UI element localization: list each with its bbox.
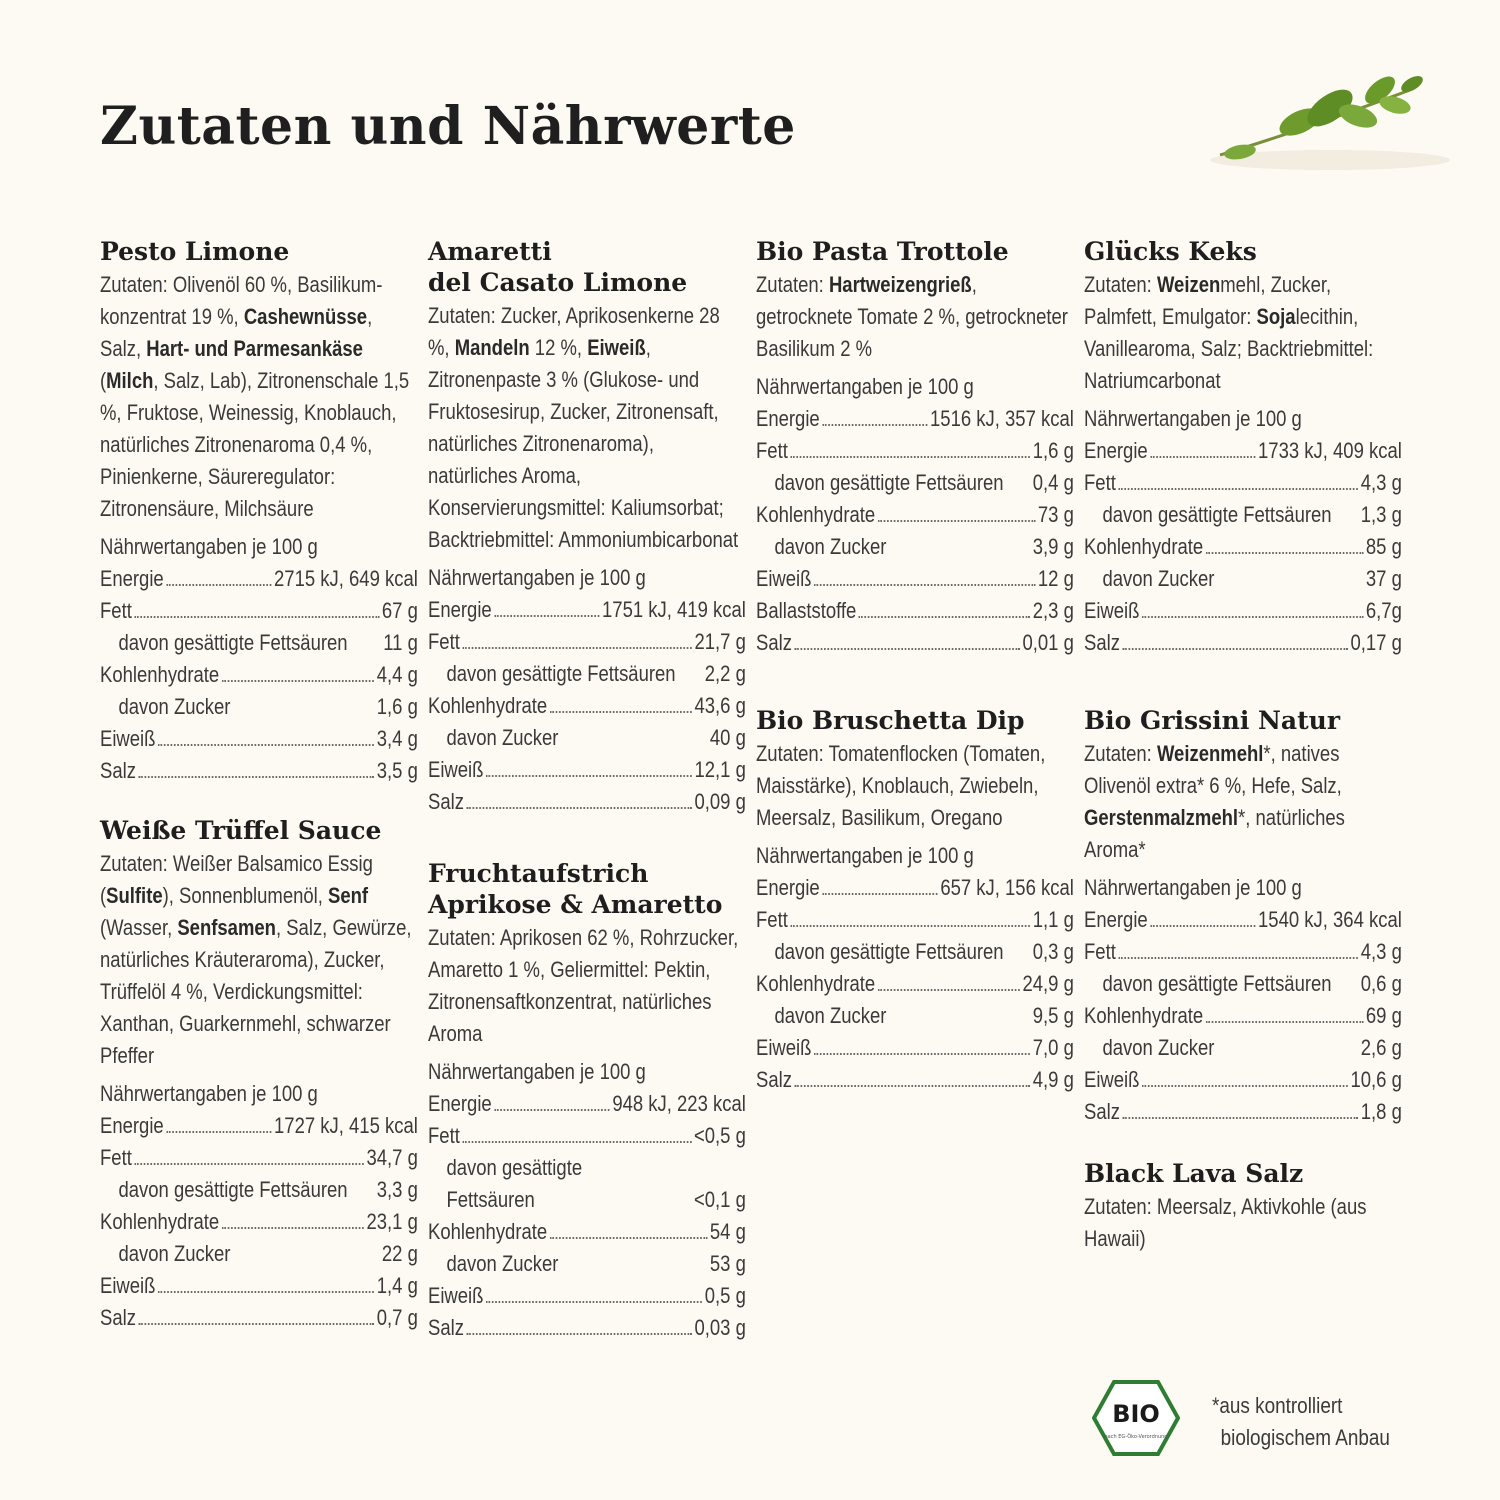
nutrient-value: 1,1 g: [1032, 907, 1074, 932]
footnote-line-2: biologischem Anbau: [1220, 1425, 1390, 1450]
nutrient-label: Energie: [100, 566, 164, 591]
nutrient-label: Eiweiß: [100, 726, 156, 751]
nutrient-value: 11 g: [383, 630, 418, 655]
nutrient-label: davon Zucker: [1102, 566, 1215, 591]
nutrient-value: 0,4 g: [1032, 470, 1074, 495]
nutrient-label: Salz: [756, 1067, 792, 1092]
nutrition-row: [756, 872, 1074, 904]
nutrient-label: davon gesättigte Fettsäuren: [118, 630, 348, 655]
nutrient-label: Eiweiß: [428, 757, 484, 782]
dot-leader: [138, 1323, 374, 1325]
nutrition-row: [1084, 1064, 1402, 1096]
nutrient-value: 2,2 g: [704, 661, 746, 686]
column-2: [428, 236, 746, 1372]
nutrition-row: [756, 627, 1074, 659]
dot-leader: [794, 1085, 1030, 1087]
nutrient-value: 3,3 g: [376, 1177, 418, 1202]
nutrition-row: [428, 1120, 746, 1152]
product-text: [428, 300, 746, 818]
nutrient-label: Fett: [428, 1123, 460, 1148]
nutrition-row: [1084, 531, 1402, 563]
nutrient-label: Energie: [1084, 907, 1148, 932]
nutrient-value: 4,9 g: [1032, 1067, 1074, 1092]
dot-leader: [166, 584, 271, 586]
nutrition-row: [428, 658, 746, 690]
product-block: [1084, 1158, 1402, 1255]
nutrient-label: Kohlenhydrate: [756, 502, 876, 527]
nutrition-row: [100, 595, 418, 627]
dot-leader: [158, 1291, 374, 1293]
dot-leader: [494, 1109, 610, 1111]
ingredients-text: Zutaten: Weizenmehl, Zucker, Palmfett, Emulgator: Sojalecithin, Vanillearoma, Salz; Backtriebmittel: Natriumcarbonat: [1084, 272, 1374, 393]
nutrient-value: 43,6 g: [694, 693, 746, 718]
nutrient-label: Fett: [1084, 470, 1116, 495]
dot-leader: [790, 925, 1030, 927]
product-block: [756, 705, 1074, 1096]
bio-logo-subtext: nach EG-Öko-Verordnung: [1104, 1434, 1168, 1440]
product-name: Weiße Trüffel Sauce: [100, 816, 382, 845]
nutrient-value: 3,9 g: [1032, 534, 1074, 559]
nutrition-heading: Nährwertangaben je 100 g: [756, 374, 974, 399]
nutrition-row: [756, 936, 1074, 968]
nutrient-label: Eiweiß: [756, 1035, 812, 1060]
nutrient-value: 0,5 g: [704, 1283, 746, 1308]
nutrition-row: [100, 1174, 418, 1206]
nutrient-value: 0,17 g: [1350, 630, 1402, 655]
nutrient-value: 12 g: [1037, 566, 1074, 591]
nutrient-label: Salz: [100, 758, 136, 783]
nutrient-value: 12,1 g: [694, 757, 746, 782]
nutrition-row: [756, 499, 1074, 531]
nutrient-value: 7,0 g: [1032, 1035, 1074, 1060]
nutrient-value: 67 g: [381, 598, 418, 623]
nutrient-label: Fett: [100, 598, 132, 623]
nutrition-row: [100, 691, 418, 723]
nutrient-label: Kohlenhydrate: [428, 693, 548, 718]
dot-leader: [138, 776, 374, 778]
nutrient-value: 1,6 g: [1032, 438, 1074, 463]
product-block: [428, 236, 746, 818]
nutrient-value: 1516 kJ, 357 kcal: [930, 406, 1074, 431]
nutrition-row: [1084, 936, 1402, 968]
nutrient-value: 0,7 g: [376, 1305, 418, 1330]
dot-leader: [550, 1237, 708, 1239]
nutrient-label: Salz: [100, 1305, 136, 1330]
dot-leader: [1150, 925, 1255, 927]
nutrient-value: 1733 kJ, 409 kcal: [1258, 438, 1402, 463]
ingredients-text: Zutaten: Hartweizengrieß, getrocknete Tomate 2 %, getrockneter Basilikum 2 %: [756, 272, 1068, 361]
nutrition-row: [756, 595, 1074, 627]
nutrient-value: 1751 kJ, 419 kcal: [602, 597, 746, 622]
nutrient-value: 34,7 g: [366, 1145, 418, 1170]
nutrition-heading: Nährwertangaben je 100 g: [428, 565, 646, 590]
nutrition-row: [1084, 595, 1402, 627]
product-name: Bio Grissini Natur: [1084, 706, 1340, 735]
product-name: Black Lava Salz: [1084, 1159, 1304, 1188]
nutrient-label: davon Zucker: [118, 1241, 231, 1266]
nutrient-label: Kohlenhydrate: [100, 662, 220, 687]
nutrient-value: 21,7 g: [694, 629, 746, 654]
product-text: [1084, 738, 1402, 1128]
nutrient-value: 3,5 g: [376, 758, 418, 783]
dot-leader: [1118, 957, 1358, 959]
nutrient-value: 6,7g: [1365, 598, 1402, 623]
ingredients-text: Zutaten: Olivenöl 60 %, Basilikum-konzentrat 19 %, Cashewnüsse, Salz, Hart- und Parmesankäse (Milch, Salz, Lab), Zitronenschale 1,5 %, Fruktose, Weinessig, Knoblauch, natürliches Zitronenaroma 0,4 %, Pinienkerne, Säureregulator: Zitronensäure, Milchsäure: [100, 272, 410, 521]
nutrition-row: [100, 723, 418, 755]
nutrition-row: [100, 755, 418, 787]
ingredients-text: Zutaten: Weißer Balsamico Essig (Sulfite), Sonnenblumenöl, Senf (Wasser, Senfsamen, Salz, Gewürze, natürliches Kräuteraroma), Zucker, Trüffelöl 4 %, Verdickungsmittel: Xanthan, Guarkernmehl, schwarzer Pfeffer: [100, 851, 412, 1068]
bio-logo: [1092, 1380, 1180, 1456]
nutrition-row: [756, 467, 1074, 499]
dot-leader: [462, 1141, 691, 1143]
nutrition-row: [1084, 1096, 1402, 1128]
nutrient-value: 948 kJ, 223 kcal: [612, 1091, 746, 1116]
nutrition-row: [756, 904, 1074, 936]
nutrient-label: Fettsäuren: [446, 1187, 535, 1212]
nutrient-value: 85 g: [1365, 534, 1402, 559]
dot-leader: [222, 680, 375, 682]
nutrient-value: 1727 kJ, 415 kcal: [274, 1113, 418, 1138]
nutrition-row: [1084, 467, 1402, 499]
nutrition-row: [756, 968, 1074, 1000]
product-name: Bio Pasta Trottole: [756, 237, 1009, 266]
dot-leader: [1118, 488, 1358, 490]
nutrient-value: 3,4 g: [376, 726, 418, 751]
nutrition-row: [428, 1088, 746, 1120]
dot-leader: [1122, 1117, 1358, 1119]
nutrition-row: [1084, 499, 1402, 531]
nutrient-label: Energie: [1084, 438, 1148, 463]
nutrient-label: davon gesättigte Fettsäuren: [1102, 502, 1332, 527]
nutrient-label: davon Zucker: [446, 1251, 559, 1276]
nutrient-value: 0,09 g: [694, 789, 746, 814]
nutrient-value: 2715 kJ, 649 kcal: [274, 566, 418, 591]
nutrient-label: Salz: [756, 630, 792, 655]
nutrition-row: [100, 1270, 418, 1302]
nutrient-value: 10,6 g: [1350, 1067, 1402, 1092]
nutrient-value: 0,03 g: [694, 1315, 746, 1340]
dot-leader: [494, 615, 599, 617]
nutrition-row: [1084, 435, 1402, 467]
nutrition-row: [1084, 904, 1402, 936]
dot-leader: [550, 711, 692, 713]
nutrition-row: [100, 1238, 418, 1270]
nutrition-row: [100, 627, 418, 659]
nutrient-label: Fett: [756, 438, 788, 463]
dot-leader: [462, 647, 692, 649]
nutrient-label: Kohlenhydrate: [1084, 1003, 1204, 1028]
nutrition-row: [428, 626, 746, 658]
dot-leader: [822, 893, 938, 895]
nutrition-heading: Nährwertangaben je 100 g: [1084, 875, 1302, 900]
nutrient-label: Energie: [756, 406, 820, 431]
nutrient-label: davon gesättigte Fettsäuren: [774, 939, 1004, 964]
nutrient-value: 1,8 g: [1360, 1099, 1402, 1124]
nutrition-row: [756, 1032, 1074, 1064]
nutrient-label: davon Zucker: [118, 694, 231, 719]
nutrient-label: Kohlenhydrate: [1084, 534, 1204, 559]
nutrition-row: [428, 1280, 746, 1312]
nutrition-row: [100, 1302, 418, 1334]
product-text: [756, 738, 1074, 1096]
dot-leader: [158, 744, 374, 746]
nutrient-label: davon Zucker: [774, 1003, 887, 1028]
nutrient-label: Eiweiß: [1084, 1067, 1140, 1092]
nutrition-row: [756, 563, 1074, 595]
nutrition-row: [428, 722, 746, 754]
nutrient-value: 1540 kJ, 364 kcal: [1258, 907, 1402, 932]
nutrient-value: 23,1 g: [366, 1209, 418, 1234]
product-name: Fruchtaufstrich Aprikose & Amaretto: [428, 859, 723, 919]
nutrition-row: [428, 690, 746, 722]
dot-leader: [859, 616, 1030, 618]
nutrient-label: davon Zucker: [446, 725, 559, 750]
nutrition-row: [428, 754, 746, 786]
dot-leader: [166, 1131, 271, 1133]
nutrition-heading: Nährwertangaben je 100 g: [1084, 406, 1302, 431]
nutrient-label: Eiweiß: [428, 1283, 484, 1308]
product-name: Bio Bruschetta Dip: [756, 706, 1025, 735]
nutrient-label: Eiweiß: [1084, 598, 1140, 623]
nutrient-label: davon gesättigte: [446, 1155, 583, 1180]
nutrient-value: 40 g: [709, 725, 746, 750]
nutrient-value: 4,4 g: [376, 662, 418, 687]
nutrient-label: Fett: [1084, 939, 1116, 964]
nutrient-label: Salz: [1084, 1099, 1120, 1124]
dot-leader: [814, 584, 1035, 586]
page-title: Zutaten und Nährwerte: [100, 96, 796, 157]
ingredients-text: Zutaten: Meersalz, Aktivkohle (aus Hawaii): [1084, 1194, 1367, 1251]
nutrition-row: [428, 1152, 746, 1184]
product-name: Glücks Keks: [1084, 237, 1257, 266]
product-text: [1084, 269, 1402, 659]
dot-leader: [1122, 648, 1347, 650]
product-name: Amaretti del Casato Limone: [428, 237, 688, 297]
nutrient-label: Salz: [1084, 630, 1120, 655]
nutrient-label: Fett: [756, 907, 788, 932]
nutrition-row: [100, 1110, 418, 1142]
nutrition-row: [1084, 627, 1402, 659]
ingredients-text: Zutaten: Weizenmehl*, natives Olivenöl extra* 6 %, Hefe, Salz, Gerstenmalzmehl*, natürliches Aroma*: [1084, 741, 1345, 862]
dot-leader: [790, 456, 1030, 458]
nutrition-heading: Nährwertangaben je 100 g: [100, 534, 318, 559]
nutrition-row: [100, 659, 418, 691]
footnote: [1212, 1390, 1410, 1454]
nutrition-row: [756, 403, 1074, 435]
ingredients-text: Zutaten: Zucker, Aprikosenkerne 28 %, Mandeln 12 %, Eiweiß, Zitronenpaste 3 % (Glukose- und Fruktosesirup, Zucker, Zitronensaft, natürliches Zitronenaroma), natürliches Aroma, Konservierungsmittel: Kaliumsorbat; Backtriebmittel: Ammoniumbicarbonat: [428, 303, 739, 552]
nutrient-label: davon Zucker: [774, 534, 887, 559]
nutrient-value: 53 g: [709, 1251, 746, 1276]
dot-leader: [814, 1053, 1030, 1055]
nutrition-row: [428, 1248, 746, 1280]
nutrition-row: [428, 1312, 746, 1344]
dot-leader: [1150, 456, 1255, 458]
nutrient-value: 1,3 g: [1360, 502, 1402, 527]
nutrient-value: 1,4 g: [376, 1273, 418, 1298]
product-block: [756, 236, 1074, 659]
dot-leader: [134, 616, 379, 618]
nutrient-value: 4,3 g: [1360, 470, 1402, 495]
dot-leader: [1206, 1021, 1364, 1023]
nutrient-value: <0,1 g: [693, 1187, 746, 1212]
nutrient-label: Salz: [428, 1315, 464, 1340]
product-name: Pesto Limone: [100, 237, 290, 266]
nutrition-row: [1084, 1000, 1402, 1032]
dot-leader: [1142, 616, 1363, 618]
nutrient-value: 9,5 g: [1032, 1003, 1074, 1028]
ingredients-text: Zutaten: Tomatenflocken (Tomaten, Maisstärke), Knoblauch, Zwiebeln, Meersalz, Basilikum, Oregano: [756, 741, 1046, 830]
nutrient-value: 0,6 g: [1360, 971, 1402, 996]
nutrient-label: davon gesättigte Fettsäuren: [774, 470, 1004, 495]
nutrient-label: Eiweiß: [756, 566, 812, 591]
nutrient-label: Energie: [756, 875, 820, 900]
product-block: [100, 236, 418, 787]
nutrient-label: Ballaststoffe: [756, 598, 857, 623]
dot-leader: [486, 1301, 702, 1303]
nutrient-label: Eiweiß: [100, 1273, 156, 1298]
nutrition-row: [428, 1216, 746, 1248]
nutrient-value: 54 g: [709, 1219, 746, 1244]
product-text: [428, 922, 746, 1344]
nutrition-row: [428, 1184, 746, 1216]
product-block: [1084, 236, 1402, 659]
product-text: [756, 269, 1074, 659]
nutrition-heading: Nährwertangaben je 100 g: [756, 843, 974, 868]
herb-sprig-image: [1180, 60, 1460, 180]
nutrient-value: 2,3 g: [1032, 598, 1074, 623]
nutrient-label: Fett: [100, 1145, 132, 1170]
nutrition-heading: Nährwertangaben je 100 g: [428, 1059, 646, 1084]
nutrient-value: 0,3 g: [1032, 939, 1074, 964]
product-text: [1084, 1191, 1402, 1255]
bio-logo-text: BIO: [1112, 1400, 1160, 1428]
nutrient-label: davon Zucker: [1102, 1035, 1215, 1060]
dot-leader: [1206, 552, 1364, 554]
nutrient-value: 24,9 g: [1022, 971, 1074, 996]
dot-leader: [878, 989, 1020, 991]
nutrition-row: [756, 1000, 1074, 1032]
nutrient-label: Kohlenhydrate: [756, 971, 876, 996]
nutrition-row: [756, 531, 1074, 563]
nutrition-row: [100, 1142, 418, 1174]
nutrient-value: <0,5 g: [693, 1123, 746, 1148]
product-text: [100, 848, 418, 1334]
nutrient-label: Kohlenhydrate: [100, 1209, 220, 1234]
nutrient-value: 4,3 g: [1360, 939, 1402, 964]
dot-leader: [486, 775, 692, 777]
column-1: [100, 236, 418, 1362]
dot-leader: [1142, 1085, 1348, 1087]
dot-leader: [794, 648, 1019, 650]
product-block: [100, 815, 418, 1334]
nutrient-value: 2,6 g: [1360, 1035, 1402, 1060]
nutrition-row: [756, 435, 1074, 467]
column-4: [1084, 236, 1402, 1283]
nutrient-value: 22 g: [381, 1241, 418, 1266]
nutrient-label: Energie: [428, 597, 492, 622]
nutrient-label: Energie: [428, 1091, 492, 1116]
dot-leader: [466, 807, 691, 809]
dot-leader: [822, 424, 927, 426]
column-3: [756, 236, 1074, 1124]
nutrition-row: [1084, 1032, 1402, 1064]
dot-leader: [134, 1163, 364, 1165]
nutrient-value: 0,01 g: [1022, 630, 1074, 655]
nutrient-value: 657 kJ, 156 kcal: [940, 875, 1074, 900]
product-text: [100, 269, 418, 787]
nutrient-label: davon gesättigte Fettsäuren: [118, 1177, 348, 1202]
nutrient-value: 69 g: [1365, 1003, 1402, 1028]
dot-leader: [878, 520, 1036, 522]
nutrition-row: [100, 563, 418, 595]
nutrition-heading: Nährwertangaben je 100 g: [100, 1081, 318, 1106]
nutrition-row: [1084, 563, 1402, 595]
nutrient-label: Fett: [428, 629, 460, 654]
nutrition-row: [1084, 968, 1402, 1000]
product-block: [428, 858, 746, 1344]
nutrient-label: Salz: [428, 789, 464, 814]
nutrient-value: 37 g: [1365, 566, 1402, 591]
nutrient-label: davon gesättigte Fettsäuren: [446, 661, 676, 686]
ingredients-text: Zutaten: Aprikosen 62 %, Rohrzucker, Amaretto 1 %, Geliermittel: Pektin, Zitronensaftkonzentrat, natürliches Aroma: [428, 925, 739, 1046]
nutrient-label: Kohlenhydrate: [428, 1219, 548, 1244]
product-block: [1084, 705, 1402, 1128]
nutrition-row: [756, 1064, 1074, 1096]
dot-leader: [222, 1227, 364, 1229]
nutrient-value: 73 g: [1037, 502, 1074, 527]
nutrient-value: 1,6 g: [376, 694, 418, 719]
nutrient-label: Energie: [100, 1113, 164, 1138]
dot-leader: [466, 1333, 691, 1335]
nutrition-row: [428, 786, 746, 818]
nutrient-label: davon gesättigte Fettsäuren: [1102, 971, 1332, 996]
nutrition-row: [428, 594, 746, 626]
footnote-line-1: *aus kontrolliert: [1212, 1393, 1343, 1418]
nutrition-row: [100, 1206, 418, 1238]
